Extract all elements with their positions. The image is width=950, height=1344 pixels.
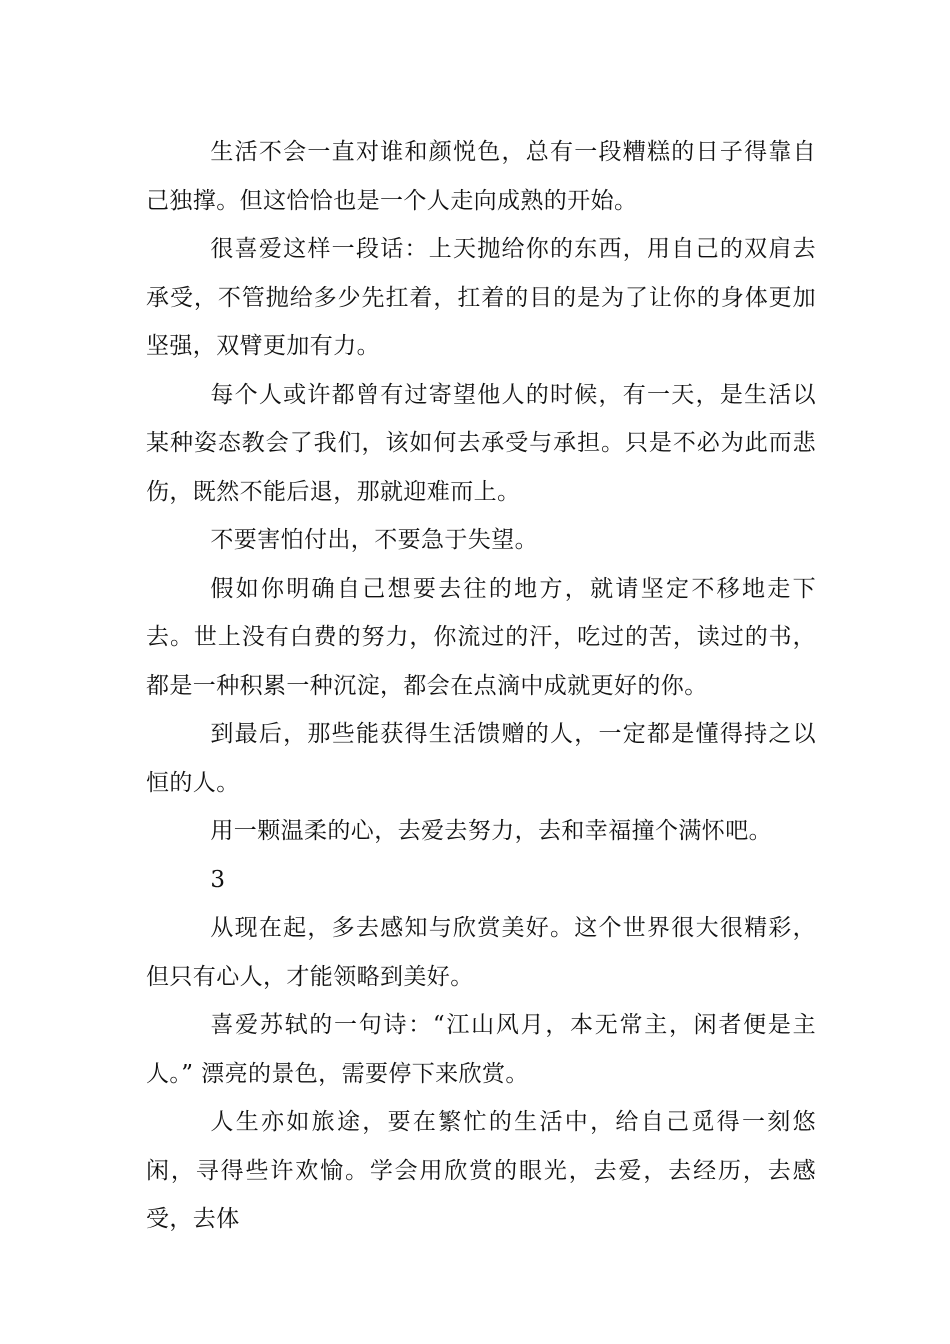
paragraph: 从现在起，多去感知与欣赏美好。这个世界很大很精彩，但只有心人，才能领略到美好。 bbox=[146, 915, 816, 990]
paragraph: 到最后，那些能获得生活馈赠的人，一定都是懂得持之以恒的人。 bbox=[146, 721, 816, 796]
paragraph: 很喜爱这样一段话：上天抛给你的东西，用自己的双肩去承受，不管抛给多少先扛着，扛着的目的是为了让你的身体更加坚强，双臂更加有力。 bbox=[146, 236, 816, 359]
section-number: 3 bbox=[210, 866, 226, 893]
paragraph: 每个人或许都曾有过寄望他人的时候，有一天，是生活以某种姿态教会了我们，该如何去承受与承担。只是不必为此而悲伤，既然不能后退，那就迎难而上。 bbox=[146, 381, 816, 505]
paragraph: 用一颗温柔的心，去爱去努力，去和幸福撞个满怀吧。 bbox=[210, 818, 772, 844]
paragraph: 假如你明确自己想要去往的地方，就请坚定不移地走下去。世上没有白费的努力，你流过的汗，吃过的苦，读过的书，都是一种积累一种沉淀，都会在点滴中成就更好的你。 bbox=[146, 575, 816, 699]
paragraph: 喜爱苏轼的一句诗：“江山风月，本无常主，闲者便是主人。” 漂亮的景色，需要停下来欣赏。 bbox=[146, 1012, 816, 1087]
paragraph: 生活不会一直对谁和颜悦色，总有一段糟糕的日子得靠自己独撑。但这恰恰也是一个人走向成熟的开始。 bbox=[146, 139, 816, 214]
paragraph: 不要害怕付出，不要急于失望。 bbox=[210, 527, 538, 553]
document-body bbox=[146, 128, 816, 1244]
paragraph: 人生亦如旅途，要在繁忙的生活中，给自己觅得一刻悠闲，寻得些许欢愉。学会用欣赏的眼光，去爱，去经历，去感受，去体 bbox=[146, 1109, 816, 1232]
